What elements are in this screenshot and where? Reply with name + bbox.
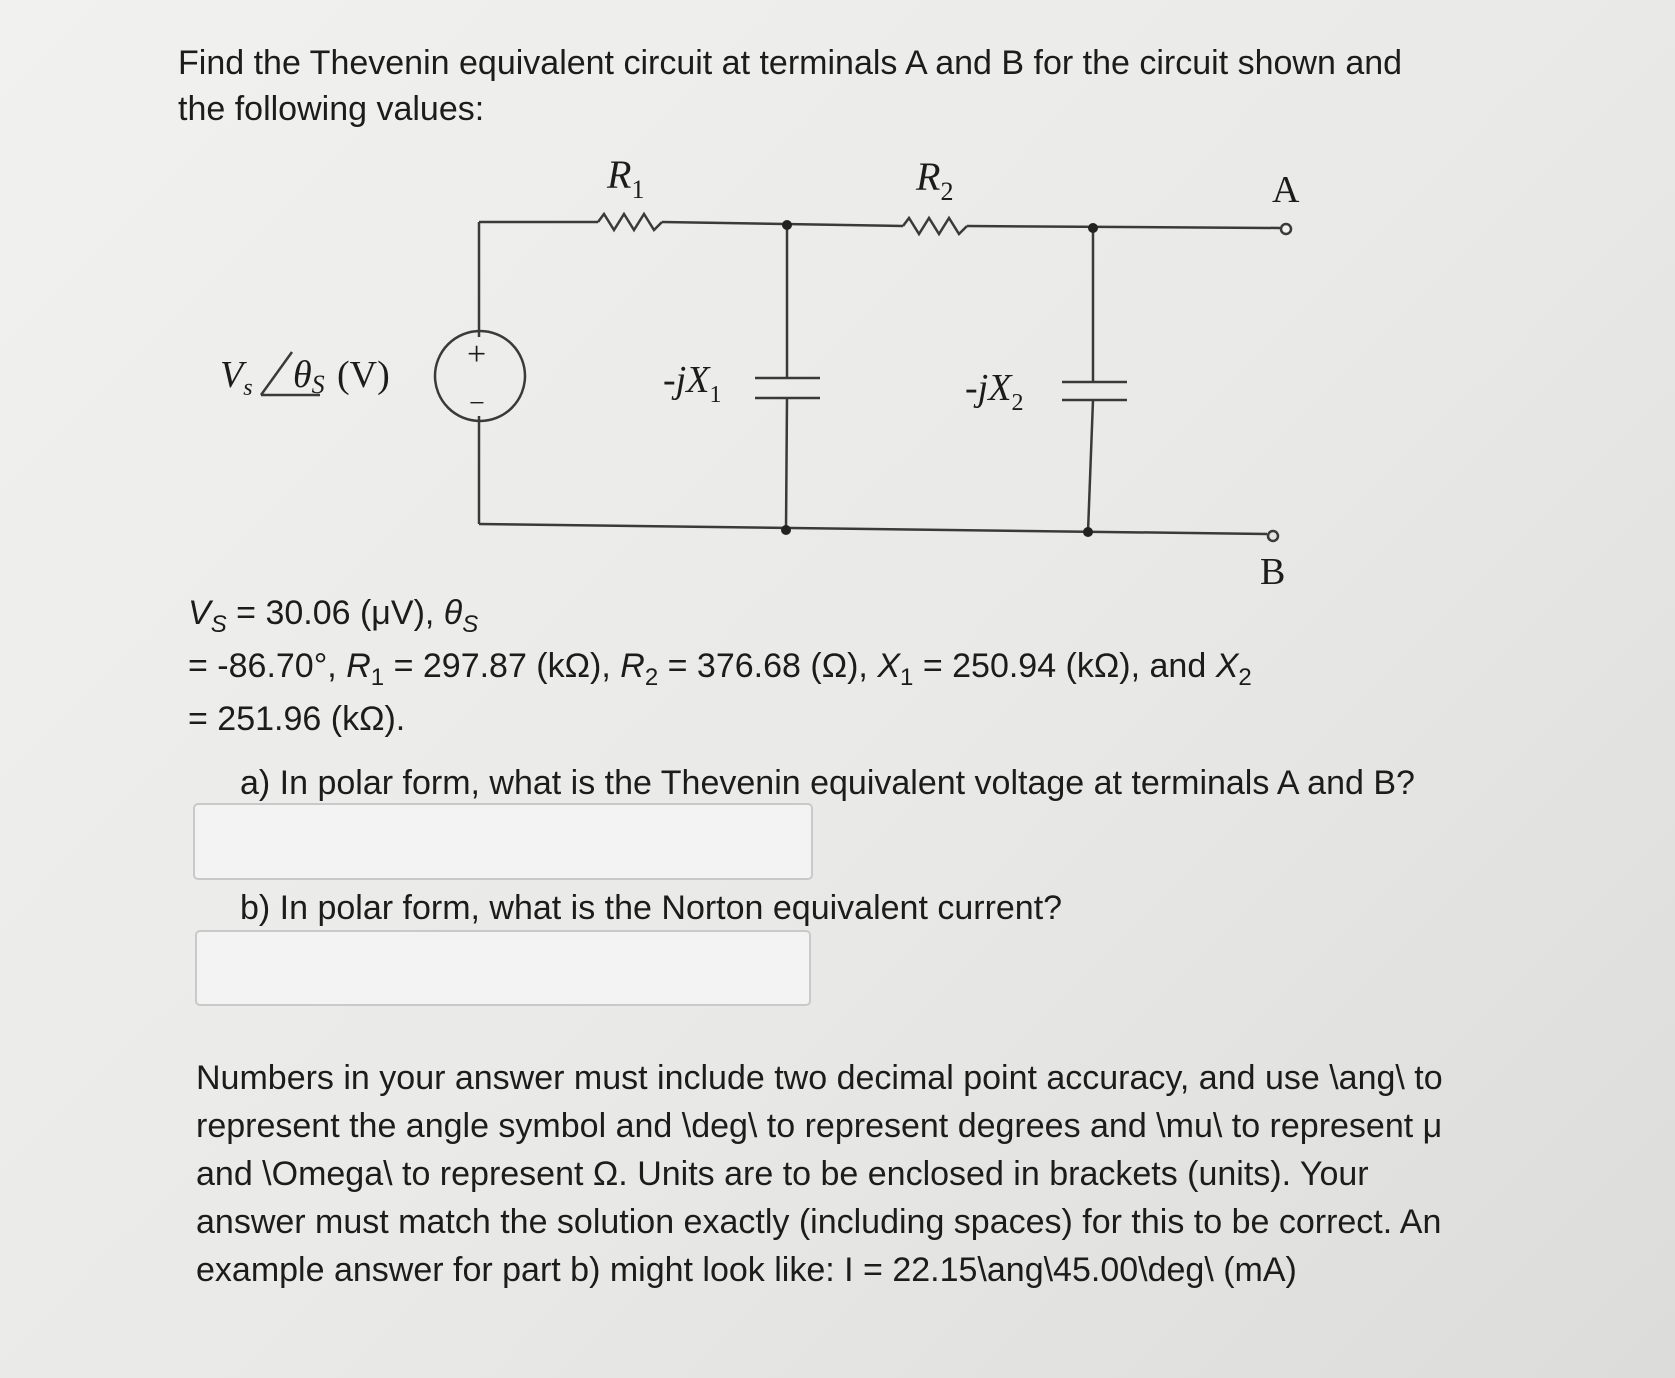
prompt-line-1: Find the Thevenin equivalent circuit at terminals A and B for the circuit shown and [178,44,1403,82]
values-line-1: $V_S = 30.06$ (μV), $\theta_S$ [188,594,479,638]
source-plus-sign: + [467,336,487,373]
wire-top-right [967,226,1280,228]
instruction-line: and \Omega\ to represent Ω. Units are to be enclosed in brackets (units). Your [196,1155,1369,1193]
junction-dot-4 [1083,527,1093,537]
wire-branch-2-bottom [1088,400,1093,532]
source-label: $V_s$ θS (V) [220,354,390,401]
x1-label: $-jX_1$ [663,359,722,408]
instruction-line: answer must match the solution exactly (including spaces) for this to be correct. An [196,1203,1442,1241]
r1-label-sub: 1 [631,175,645,204]
resistor-r2 [903,218,967,234]
instruction-line: represent the angle symbol and \deg\ to represent degrees and \mu\ to represent μ [196,1107,1443,1145]
prompt-line-2: the following values: [178,90,485,128]
values-line-2: = -86.70°, $R_1 = 297.87$ (kΩ), $R_2 = 376.68$ (Ω), $X_1 = 250.94$ (kΩ), and $X_2$ [188,647,1252,691]
terminal-a-label: A [1272,169,1300,211]
question-a: a) In polar form, what is the Thevenin equivalent voltage at terminals A and B? [240,764,1415,802]
circuit-diagram [0,0,1675,600]
answer-a-input[interactable] [193,803,813,880]
r2-label: $R_2$ [916,154,954,206]
terminal-b-label: B [1260,551,1286,593]
terminal-a-node [1281,224,1291,234]
values-line-3: = 251.96 (kΩ). [188,700,406,738]
wire-bottom [479,524,1267,534]
terminal-b-node [1268,531,1278,541]
junction-dot-1 [782,220,792,230]
instruction-line: Numbers in your answer must include two decimal point accuracy, and use \ang\ to [196,1059,1443,1097]
r1-label: $R_1$ [607,152,645,204]
given-values [188,590,1252,749]
instruction-line: example answer for part b) might look like: I = 22.15\ang\45.00\deg\ (mA) [196,1251,1297,1289]
resistor-r1 [598,214,662,230]
wire-branch-1-bottom [786,398,787,530]
answer-instructions [196,1055,1443,1295]
junction-dot-3 [781,525,791,535]
r2-label-sub: 2 [940,177,954,206]
junction-dot-2 [1088,223,1098,233]
question-b: b) In polar form, what is the Norton equivalent current? [240,889,1063,927]
x2-label: $-jX_2$ [965,367,1024,416]
source-minus-sign: − [469,388,485,419]
answer-b-input[interactable] [195,930,811,1006]
